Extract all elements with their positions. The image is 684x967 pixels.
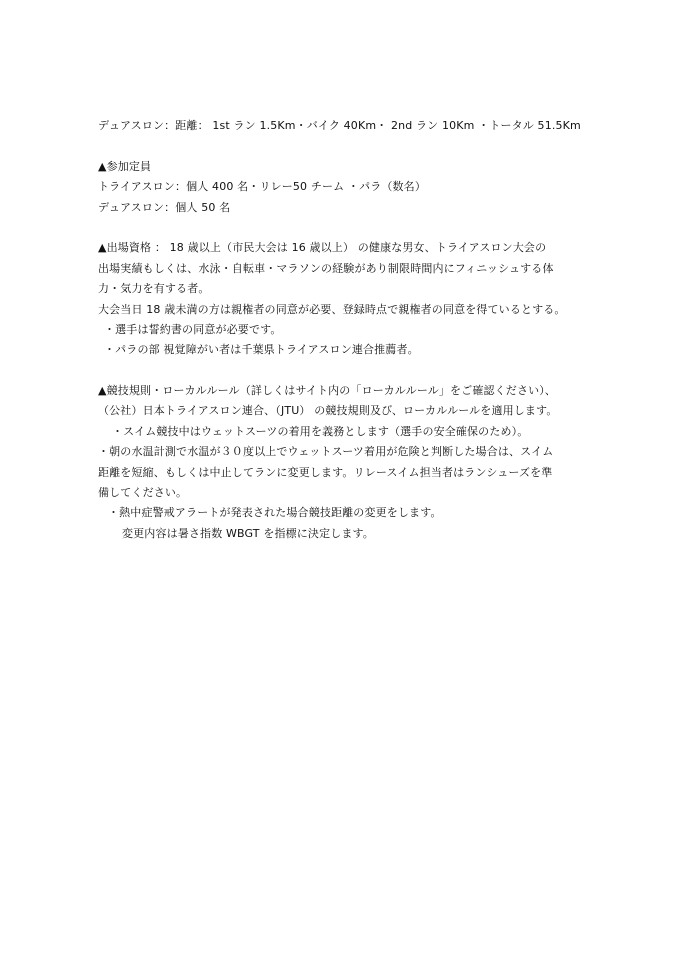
capacity-triathlon-line: トライアスロン：個人 400 名・リレー50 チーム ・パラ（数名）: [98, 180, 426, 194]
eligibility-text-line: 出場実績もしくは、水泳・自転車・マラソンの経験があり制限時間内にフィニッシュする体: [98, 261, 554, 275]
rules-wetsuit-line: ・スイム競技中はウェットスーツの着用を義務とします（選手の安全確保のため）。: [112, 424, 529, 438]
spacer: [98, 136, 598, 156]
rules-text-line: 距離を短縮、もしくは中止してランに変更します。リレースイム担当者はランシューズを準: [98, 465, 553, 479]
rules-text-line: （公社）日本トライアスロン連合、（JTU） の競技規則及び、ローカルルールを適用します。: [98, 404, 558, 418]
eligibility-pledge-line: ・選手は誓約書の同意が必要です。: [104, 322, 282, 336]
eligibility-text-line: 力・気力を有する者。: [98, 282, 210, 296]
eligibility-minor-consent-line: 大会当日 18 歳未満の方は親権者の同意が必要、登録時点で親権者の同意を得ているとする。: [98, 302, 566, 316]
capacity-heading: ▲参加定員: [98, 159, 152, 173]
rules-water-temp-line: ・朝の水温計測で水温が３０度以上でウェットスーツ着用が危険と判断した場合は、スイム: [98, 445, 554, 459]
spacer: [98, 218, 598, 238]
duathlon-distance-line: デュアスロン：距離： 1st ラン 1.5Km・バイク 40Km・ 2nd ラン 10Km ・トータル 51.5Km: [98, 119, 581, 132]
rules-heading-line: ▲競技規則・ローカルルール（詳しくはサイト内の「ローカルルール」をご確認ください）、: [98, 384, 557, 398]
eligibility-heading-line: ▲出場資格 ： 18 歳以上（市民大会は 16 歳以上） の健康な男女、トライアスロン大会の: [98, 241, 547, 255]
capacity-duathlon-line: デュアスロン：個人 50 名: [98, 200, 231, 214]
rules-text-line: 備してください。: [98, 486, 188, 500]
eligibility-para-line: ・パラの部 視覚障がい者は千葉県トライアスロン連合推薦者。: [104, 343, 419, 357]
rules-heat-alert-line: ・熱中症警戒アラートが発表された場合競技距離の変更をします。: [108, 506, 442, 520]
rules-wbgt-line: 変更内容は暑さ指数 WBGT を指標に決定します。: [122, 526, 374, 540]
document-body: [98, 116, 598, 544]
spacer: [98, 361, 598, 381]
